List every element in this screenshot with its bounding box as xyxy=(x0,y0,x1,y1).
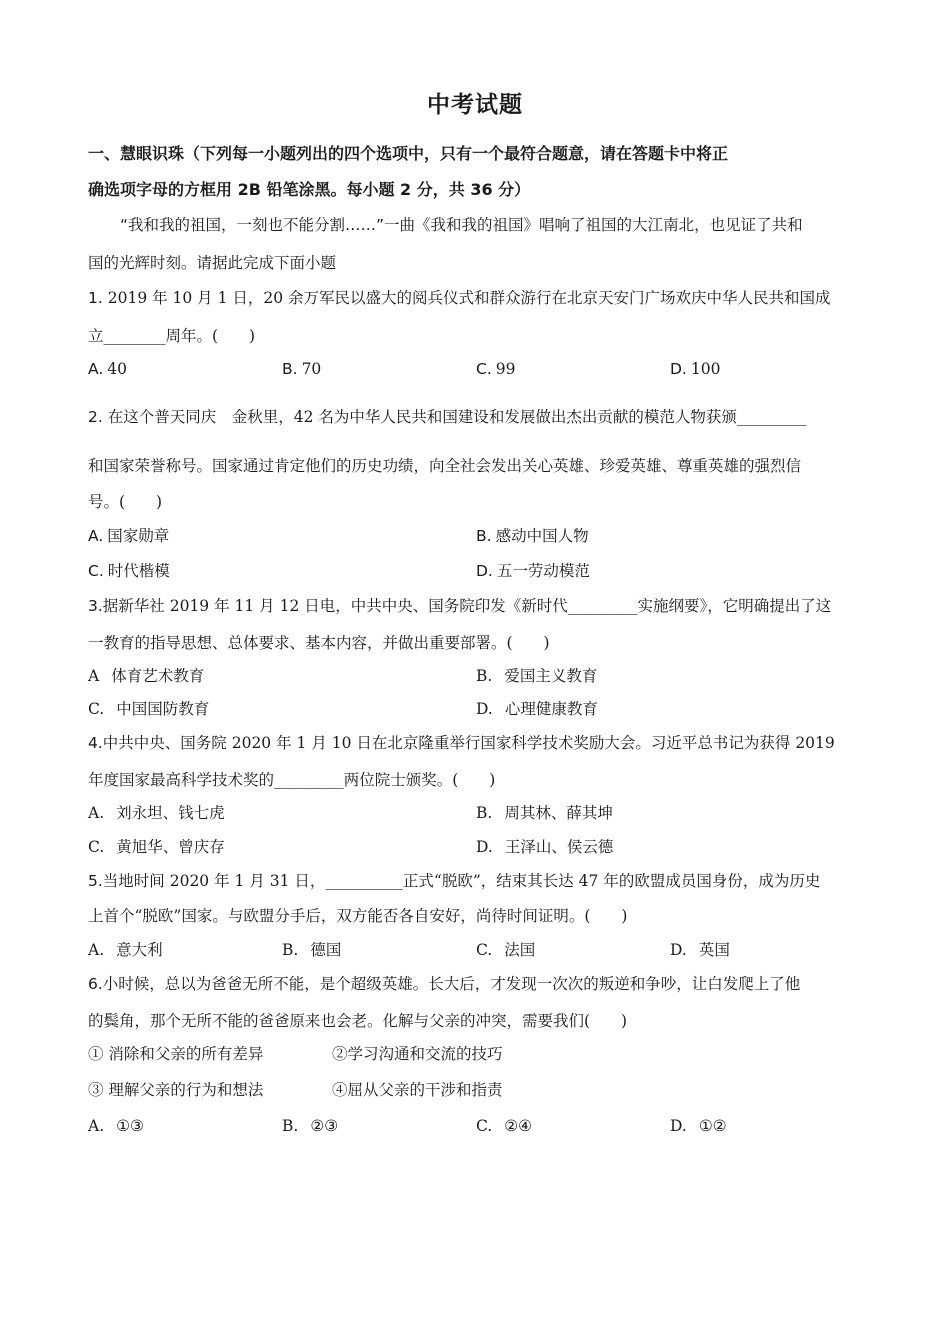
q1-option-a: A. 40 xyxy=(88,360,127,378)
intro-line-1: “我和我的祖国，一刻也不能分割……”一曲《我和我的祖国》唱响了祖国的大江南北，也见证了共和 xyxy=(120,216,803,234)
question-text: 当地时间 2020 年 1 月 31 日，__________正式“脱欧”，结束其长达 47 年的欧盟成员国身份，成为历史 xyxy=(102,872,821,890)
q1-option-d: D. 100 xyxy=(670,360,721,378)
question-number: 2. xyxy=(88,408,103,426)
q6-option-c: C. ②④ xyxy=(476,1117,533,1135)
q2-option-c: C. 时代楷模 xyxy=(88,562,170,580)
question-text: 中共中央、国务院 2020 年 1 月 10 日在北京隆重举行国家科学技术奖励大会。习近平总书记为获得 2019 xyxy=(102,734,835,752)
q3-option-c: C. 中国国防教育 xyxy=(88,700,210,718)
q6-statement-1: ① 消除和父亲的所有差异 xyxy=(88,1045,264,1063)
question-2-line-3: 号。( ) xyxy=(88,493,163,511)
question-3 xyxy=(88,595,831,617)
q3-option-a: A 体育艺术教育 xyxy=(88,667,205,685)
q4-option-c: C. 黄旭华、曾庆存 xyxy=(88,838,225,856)
q6-option-d: D. ①② xyxy=(670,1117,727,1135)
question-number: 6. xyxy=(88,975,103,993)
intro-line-2: 国的光辉时刻。请据此完成下面小题 xyxy=(88,254,337,272)
section-heading-line-1: 一、慧眼识珠（下列每一小题列出的四个选项中，只有一个最符合题意，请在答题卡中将正 xyxy=(88,144,729,163)
question-text: 小时候，总以为爸爸无所不能，是个超级英雄。长大后，才发现一次次的叛逆和争吵，让白发爬上了他 xyxy=(102,975,801,993)
question-number: 1. xyxy=(88,289,103,307)
q2-option-b: B. 感动中国人物 xyxy=(476,527,589,545)
question-2-line-2: 和国家荣誉称号。国家通过肯定他们的历史功绩，向全社会发出关心英雄、珍爱英雄、尊重英雄的强烈信 xyxy=(88,457,802,475)
q5-option-a: A. 意大利 xyxy=(88,941,163,959)
question-4-line-2: 年度国家最高科学技术奖的_________两位院士颁奖。( ) xyxy=(88,771,496,789)
question-4 xyxy=(88,732,835,754)
section-heading-line-2: 确选项字母的方框用 2B 铅笔涂黑。每小题 2 分，共 36 分） xyxy=(88,180,531,199)
q3-option-d: D. 心理健康教育 xyxy=(476,700,598,718)
q6-statement-2: ②学习沟通和交流的技巧 xyxy=(332,1045,503,1063)
q5-option-b: B. 德国 xyxy=(282,941,342,959)
question-number: 3. xyxy=(88,597,103,615)
q2-option-a: A. 国家勋章 xyxy=(88,527,170,545)
question-6 xyxy=(88,973,800,995)
page-title: 中考试题 xyxy=(427,92,523,118)
q4-option-b: B. 周其林、薛其坤 xyxy=(476,804,613,822)
question-3-line-2: 一教育的指导思想、总体要求、基本内容，并做出重要部署。( ) xyxy=(88,634,550,652)
question-5 xyxy=(88,870,820,892)
q6-option-b: B. ②③ xyxy=(282,1117,339,1135)
q5-option-c: C. 法国 xyxy=(476,941,536,959)
question-number: 5. xyxy=(88,872,103,890)
q6-statement-3: ③ 理解父亲的行为和想法 xyxy=(88,1081,264,1099)
question-text: 据新华社 2019 年 11 月 12 日电，中共中央、国务院印发《新时代_________实施纲要》，它明确提出了这 xyxy=(102,597,832,615)
q1-option-c: C. 99 xyxy=(476,360,516,378)
question-5-line-2: 上首个“脱欧”国家。与欧盟分手后，双方能否各自安好，尚待时间证明。( ) xyxy=(88,907,628,925)
q2-option-d: D. 五一劳动模范 xyxy=(476,562,590,580)
question-number: 4. xyxy=(88,734,103,752)
q6-option-a: A. ①③ xyxy=(88,1117,144,1135)
question-6-line-2: 的鬓角，那个无所不能的爸爸原来也会老。化解与父亲的冲突，需要我们( ) xyxy=(88,1012,628,1030)
q5-option-d: D. 英国 xyxy=(670,941,730,959)
q3-option-b: B. 爱国主义教育 xyxy=(476,667,598,685)
q4-option-a: A. 刘永坦、钱七虎 xyxy=(88,804,225,822)
q4-option-d: D. 王泽山、侯云德 xyxy=(476,838,614,856)
question-text: 在这个普天同庆 金秋里，42 名为中华人民共和国建设和发展做出杰出贡献的模范人物获颁_________ xyxy=(107,408,807,426)
q6-statement-4: ④屈从父亲的干涉和指责 xyxy=(332,1081,503,1099)
question-2 xyxy=(88,406,807,428)
question-1-line-2: 立________周年。( ) xyxy=(88,327,256,345)
question-text: 2019 年 10 月 1 日，20 余万军民以盛大的阅兵仪式和群众游行在北京天安门广场欢庆中华人民共和国成 xyxy=(107,289,831,307)
question-1 xyxy=(88,287,831,309)
q1-option-b: B. 70 xyxy=(282,360,322,378)
